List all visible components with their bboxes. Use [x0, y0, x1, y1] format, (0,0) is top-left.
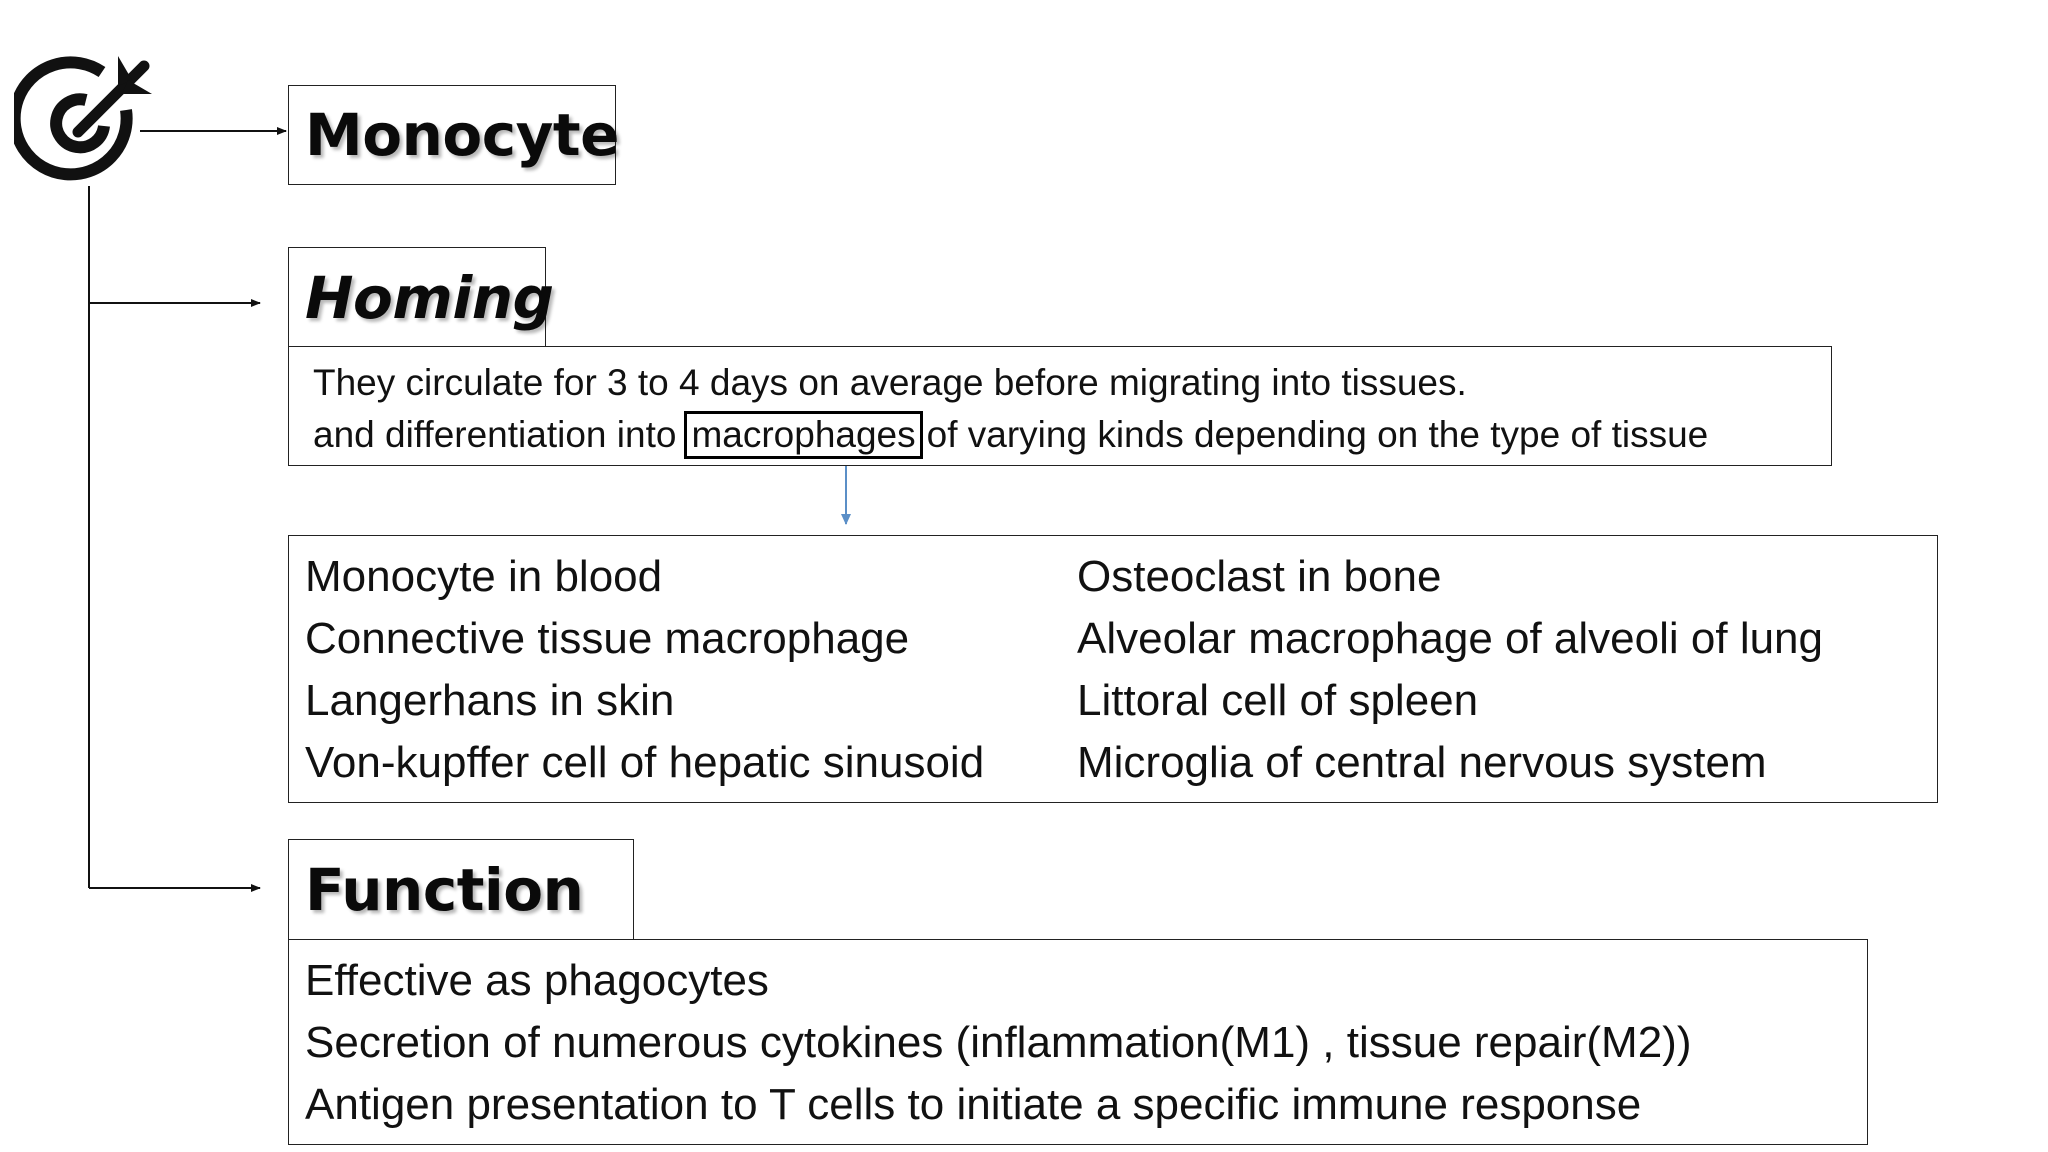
homing-line-2-before: and differentiation into	[313, 414, 677, 455]
homing-line-2-after: of varying kinds depending on the type of tissue	[926, 414, 1709, 455]
function-item: Antigen presentation to T cells to initiate a specific immune response	[305, 1080, 1642, 1129]
macrophage-type-item: Littoral cell of spleen	[1077, 676, 1479, 725]
homing-description-box	[288, 346, 1832, 466]
macrophage-type-item: Von-kupffer cell of hepatic sinusoid	[305, 738, 985, 787]
homing-line-1-text: They circulate for 3 to 4 days on average before migrating into tissues.	[313, 362, 1467, 403]
macrophage-type-item: Langerhans in skin	[305, 676, 675, 725]
macrophages-highlight: macrophages	[684, 411, 922, 459]
homing-heading-box	[288, 247, 554, 347]
function-list-box	[288, 939, 1868, 1145]
macrophage-type-item: Osteoclast in bone	[1077, 552, 1442, 601]
target-arrow-icon	[14, 48, 164, 198]
macrophage-type-item: Connective tissue macrophage	[305, 614, 910, 663]
function-heading-box	[288, 839, 634, 939]
monocyte-heading-box	[288, 85, 619, 185]
macrophage-types-box	[288, 535, 1938, 803]
macrophage-types-grid	[305, 546, 1937, 794]
function-item: Effective as phagocytes	[305, 956, 769, 1005]
function-heading: Function	[305, 855, 584, 924]
homing-heading: Homing	[305, 263, 554, 332]
function-item: Secretion of numerous cytokines (inflammation(M1) , tissue repair(M2))	[305, 1018, 1692, 1067]
homing-line-1	[313, 357, 1831, 409]
macrophage-type-item: Microglia of central nervous system	[1077, 738, 1767, 787]
monocyte-heading: Monocyte	[305, 101, 619, 169]
homing-line-2	[313, 409, 1831, 461]
macrophage-type-item: Alveolar macrophage of alveoli of lung	[1077, 614, 1824, 663]
macrophage-type-item: Monocyte in blood	[305, 552, 663, 601]
